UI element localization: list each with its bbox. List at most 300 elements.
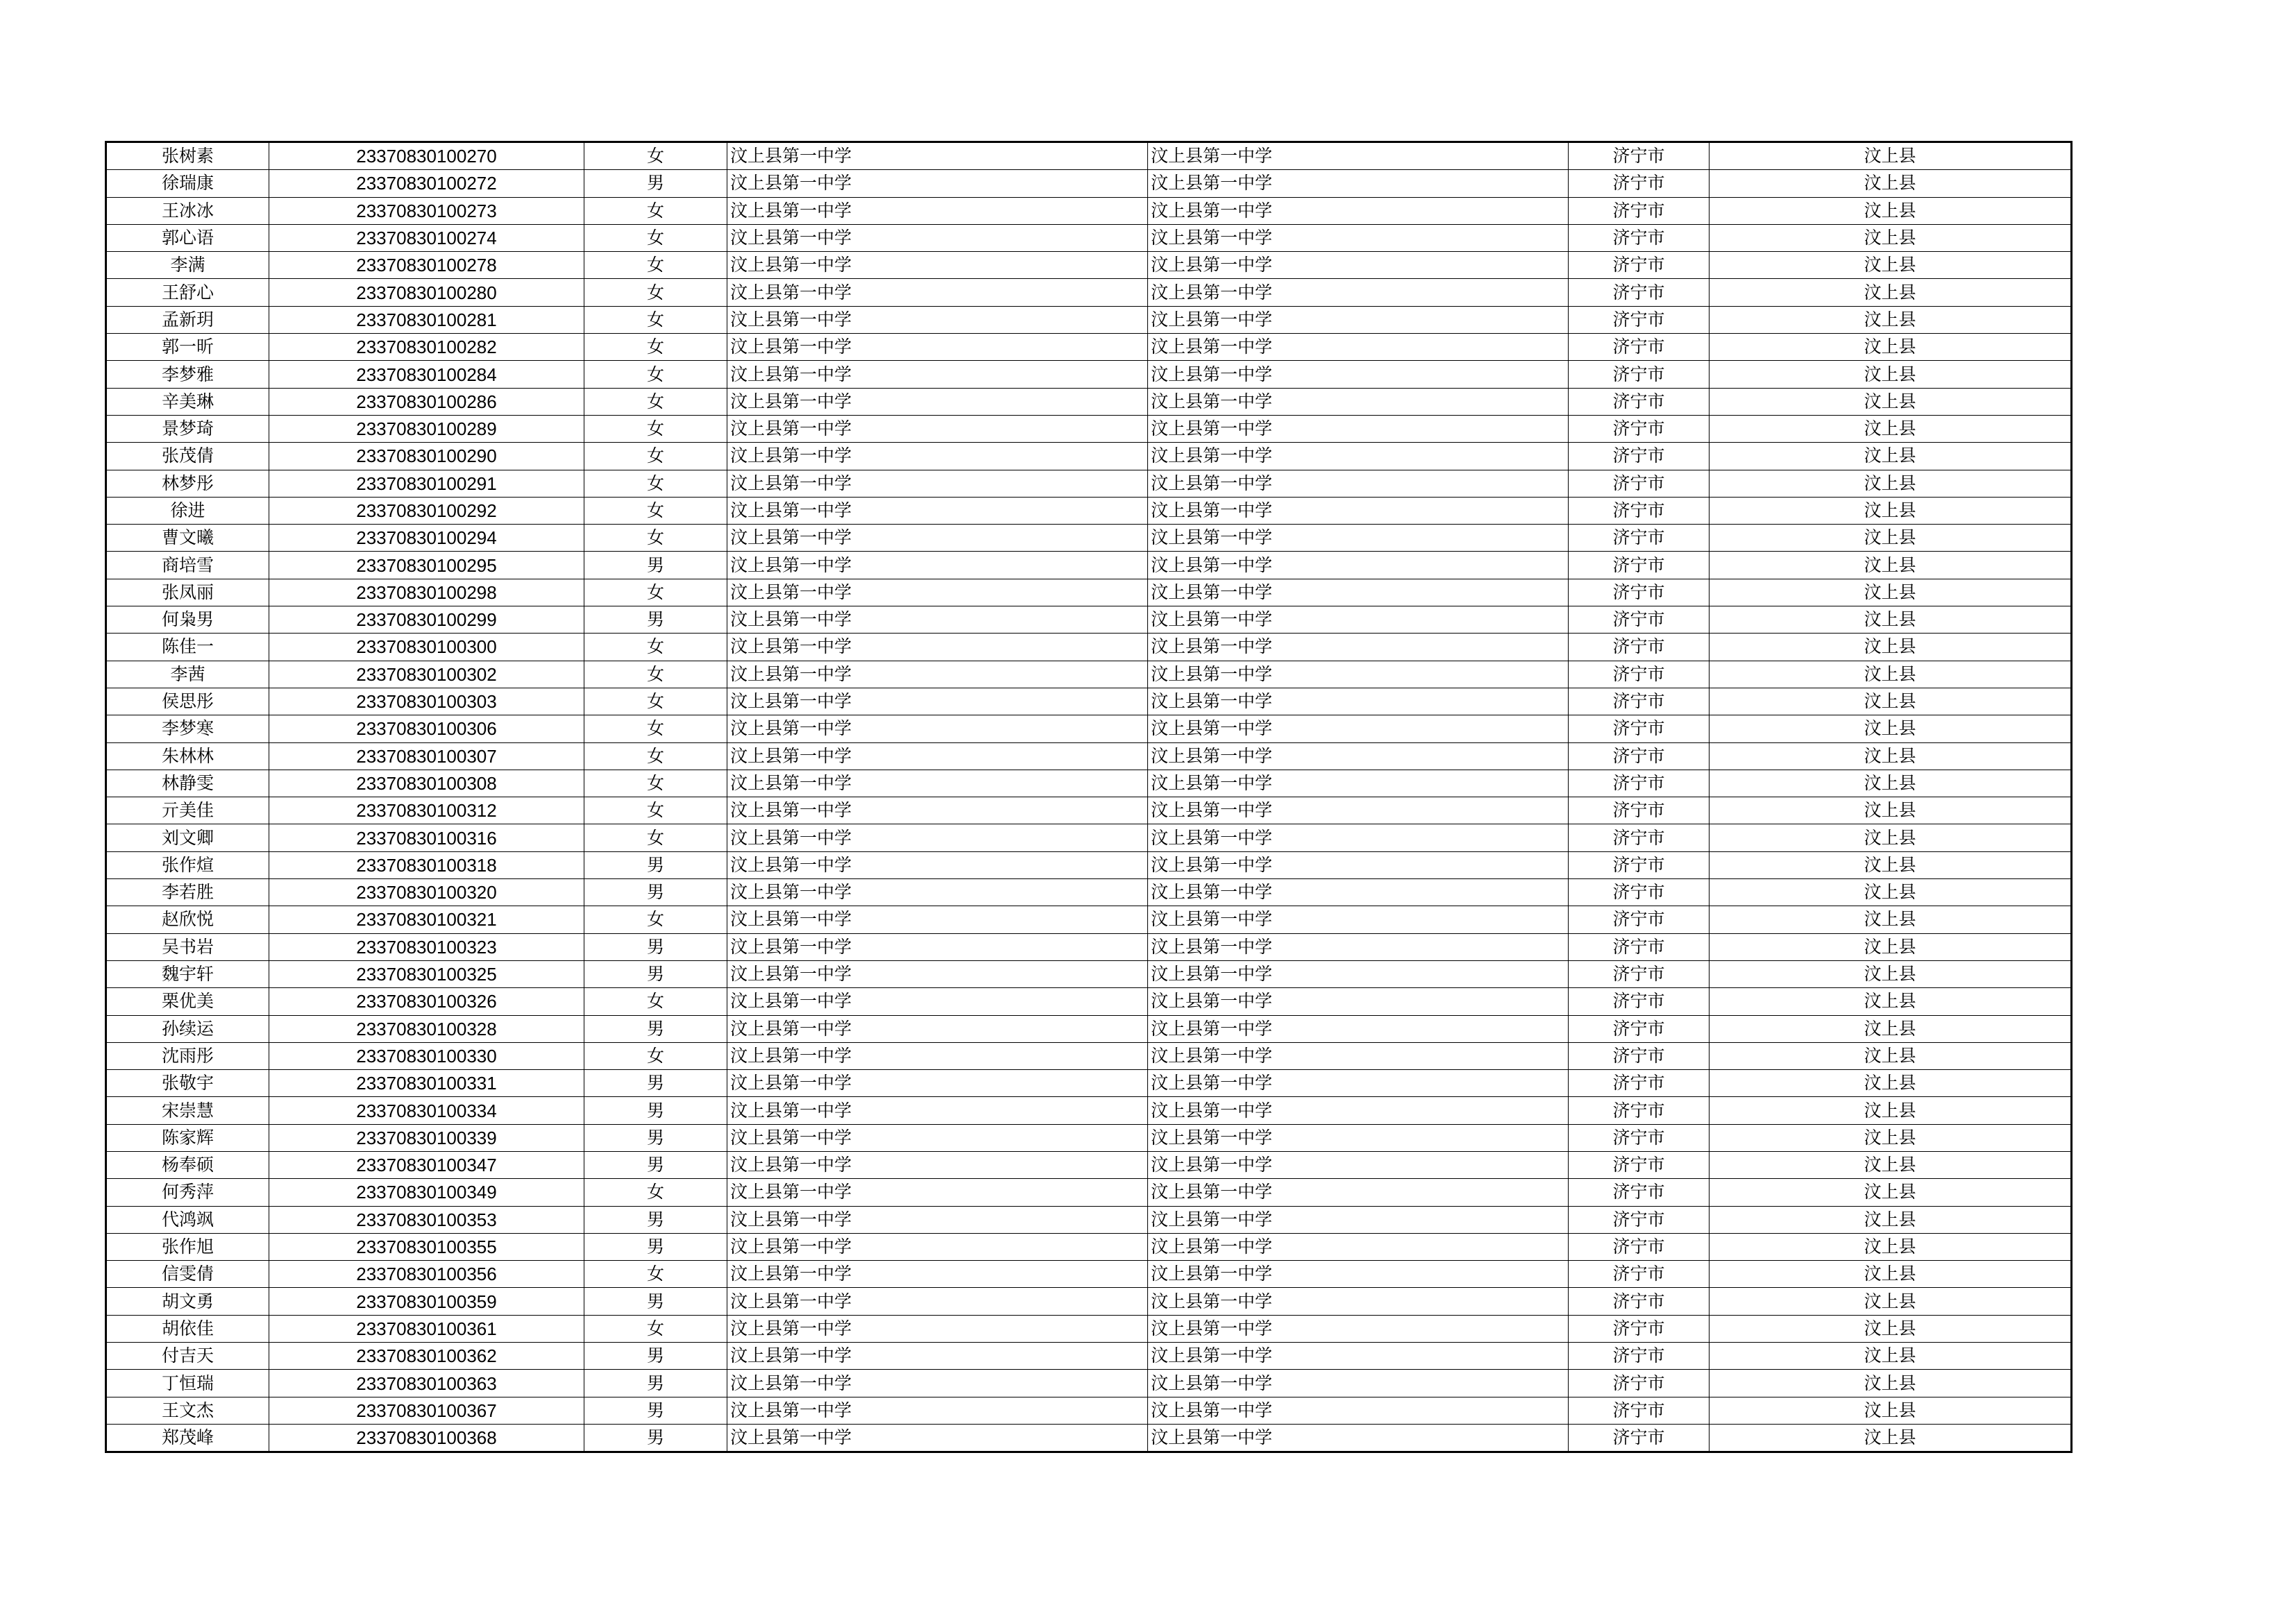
school-cell: 汶上县第一中学 (727, 688, 1148, 715)
city-cell: 济宁市 (1569, 525, 1710, 552)
school-cell: 汶上县第一中学 (727, 388, 1148, 415)
graduate-school-cell: 汶上县第一中学 (1148, 1070, 1569, 1097)
county-cell: 汶上县 (1710, 279, 2072, 306)
exam-number-cell: 23370830100325 (269, 960, 584, 987)
city-cell: 济宁市 (1569, 224, 1710, 251)
table-row (106, 824, 2072, 851)
graduate-school-cell: 汶上县第一中学 (1148, 1397, 1569, 1424)
student-name-cell: 林静雯 (106, 770, 269, 797)
county-cell: 汶上县 (1710, 715, 2072, 742)
exam-number-cell: 23370830100280 (269, 279, 584, 306)
student-name-cell: 代鸿飒 (106, 1206, 269, 1233)
school-cell: 汶上县第一中学 (727, 170, 1148, 197)
table-row (106, 688, 2072, 715)
gender-cell: 男 (584, 1151, 727, 1178)
student-name-cell: 辛美琳 (106, 388, 269, 415)
exam-number-cell: 23370830100290 (269, 443, 584, 470)
table-row (106, 334, 2072, 361)
student-name-cell: 杨奉硕 (106, 1151, 269, 1178)
county-cell: 汶上县 (1710, 661, 2072, 688)
graduate-school-cell: 汶上县第一中学 (1148, 742, 1569, 770)
gender-cell: 女 (584, 579, 727, 606)
city-cell: 济宁市 (1569, 1206, 1710, 1233)
gender-cell: 男 (584, 879, 727, 906)
student-name-cell: 孙续运 (106, 1015, 269, 1042)
gender-cell: 女 (584, 388, 727, 415)
student-name-cell: 亓美佳 (106, 797, 269, 824)
city-cell: 济宁市 (1569, 1124, 1710, 1151)
county-cell: 汶上县 (1710, 906, 2072, 933)
school-cell: 汶上县第一中学 (727, 552, 1148, 579)
student-name-cell: 张作煊 (106, 851, 269, 878)
exam-number-cell: 23370830100323 (269, 933, 584, 960)
city-cell: 济宁市 (1569, 497, 1710, 524)
city-cell: 济宁市 (1569, 470, 1710, 497)
school-cell: 汶上县第一中学 (727, 1042, 1148, 1069)
school-cell: 汶上县第一中学 (727, 1151, 1148, 1178)
county-cell: 汶上县 (1710, 824, 2072, 851)
school-cell: 汶上县第一中学 (727, 661, 1148, 688)
city-cell: 济宁市 (1569, 1370, 1710, 1397)
county-cell: 汶上县 (1710, 1343, 2072, 1370)
table-row (106, 1070, 2072, 1097)
city-cell: 济宁市 (1569, 388, 1710, 415)
student-name-cell: 魏宇轩 (106, 960, 269, 987)
gender-cell: 女 (584, 361, 727, 388)
gender-cell: 男 (584, 1288, 727, 1315)
city-cell: 济宁市 (1569, 415, 1710, 442)
table-row (106, 306, 2072, 333)
student-name-cell: 栗优美 (106, 988, 269, 1015)
table-row (106, 224, 2072, 251)
student-name-cell: 李梦寒 (106, 715, 269, 742)
graduate-school-cell: 汶上县第一中学 (1148, 1015, 1569, 1042)
table-row (106, 197, 2072, 224)
city-cell: 济宁市 (1569, 142, 1710, 170)
exam-number-cell: 23370830100353 (269, 1206, 584, 1233)
student-name-cell: 李梦雅 (106, 361, 269, 388)
gender-cell: 男 (584, 1424, 727, 1452)
exam-number-cell: 23370830100328 (269, 1015, 584, 1042)
graduate-school-cell: 汶上县第一中学 (1148, 525, 1569, 552)
gender-cell: 女 (584, 1179, 727, 1206)
county-cell: 汶上县 (1710, 1288, 2072, 1315)
county-cell: 汶上县 (1710, 1179, 2072, 1206)
gender-cell: 女 (584, 634, 727, 661)
graduate-school-cell: 汶上县第一中学 (1148, 1261, 1569, 1288)
school-cell: 汶上县第一中学 (727, 1206, 1148, 1233)
graduate-school-cell: 汶上县第一中学 (1148, 824, 1569, 851)
gender-cell: 女 (584, 1042, 727, 1069)
county-cell: 汶上县 (1710, 224, 2072, 251)
county-cell: 汶上县 (1710, 1070, 2072, 1097)
city-cell: 济宁市 (1569, 361, 1710, 388)
student-name-cell: 李若胜 (106, 879, 269, 906)
student-name-cell: 胡文勇 (106, 1288, 269, 1315)
table-row (106, 770, 2072, 797)
school-cell: 汶上县第一中学 (727, 279, 1148, 306)
graduate-school-cell: 汶上县第一中学 (1148, 388, 1569, 415)
city-cell: 济宁市 (1569, 1397, 1710, 1424)
county-cell: 汶上县 (1710, 470, 2072, 497)
table-row (106, 1206, 2072, 1233)
county-cell: 汶上县 (1710, 252, 2072, 279)
county-cell: 汶上县 (1710, 388, 2072, 415)
county-cell: 汶上县 (1710, 415, 2072, 442)
table-row (106, 279, 2072, 306)
city-cell: 济宁市 (1569, 1070, 1710, 1097)
gender-cell: 女 (584, 443, 727, 470)
table-row (106, 879, 2072, 906)
school-cell: 汶上县第一中学 (727, 361, 1148, 388)
table-row (106, 1233, 2072, 1260)
exam-number-cell: 23370830100300 (269, 634, 584, 661)
school-cell: 汶上县第一中学 (727, 1288, 1148, 1315)
exam-number-cell: 23370830100349 (269, 1179, 584, 1206)
county-cell: 汶上县 (1710, 1233, 2072, 1260)
gender-cell: 男 (584, 933, 727, 960)
graduate-school-cell: 汶上县第一中学 (1148, 1042, 1569, 1069)
graduate-school-cell: 汶上县第一中学 (1148, 279, 1569, 306)
county-cell: 汶上县 (1710, 552, 2072, 579)
exam-number-cell: 23370830100306 (269, 715, 584, 742)
table-row (106, 960, 2072, 987)
city-cell: 济宁市 (1569, 197, 1710, 224)
graduate-school-cell: 汶上县第一中学 (1148, 770, 1569, 797)
gender-cell: 男 (584, 960, 727, 987)
city-cell: 济宁市 (1569, 824, 1710, 851)
graduate-school-cell: 汶上县第一中学 (1148, 470, 1569, 497)
table-row (106, 252, 2072, 279)
table-row (106, 470, 2072, 497)
graduate-school-cell: 汶上县第一中学 (1148, 661, 1569, 688)
graduate-school-cell: 汶上县第一中学 (1148, 197, 1569, 224)
table-body (106, 142, 2072, 1452)
graduate-school-cell: 汶上县第一中学 (1148, 960, 1569, 987)
graduate-school-cell: 汶上县第一中学 (1148, 334, 1569, 361)
school-cell: 汶上县第一中学 (727, 1070, 1148, 1097)
exam-number-cell: 23370830100363 (269, 1370, 584, 1397)
gender-cell: 男 (584, 1124, 727, 1151)
school-cell: 汶上县第一中学 (727, 334, 1148, 361)
gender-cell: 女 (584, 715, 727, 742)
city-cell: 济宁市 (1569, 279, 1710, 306)
graduate-school-cell: 汶上县第一中学 (1148, 415, 1569, 442)
graduate-school-cell: 汶上县第一中学 (1148, 1124, 1569, 1151)
exam-number-cell: 23370830100292 (269, 497, 584, 524)
table-row (106, 361, 2072, 388)
county-cell: 汶上县 (1710, 1097, 2072, 1124)
table-row (106, 1042, 2072, 1069)
school-cell: 汶上县第一中学 (727, 443, 1148, 470)
exam-number-cell: 23370830100367 (269, 1397, 584, 1424)
school-cell: 汶上县第一中学 (727, 606, 1148, 634)
table-row (106, 933, 2072, 960)
gender-cell: 男 (584, 1343, 727, 1370)
table-row (106, 1124, 2072, 1151)
city-cell: 济宁市 (1569, 1261, 1710, 1288)
gender-cell: 女 (584, 470, 727, 497)
county-cell: 汶上县 (1710, 797, 2072, 824)
gender-cell: 女 (584, 688, 727, 715)
exam-number-cell: 23370830100286 (269, 388, 584, 415)
city-cell: 济宁市 (1569, 879, 1710, 906)
student-name-cell: 孟新玥 (106, 306, 269, 333)
table-row (106, 1097, 2072, 1124)
city-cell: 济宁市 (1569, 1233, 1710, 1260)
graduate-school-cell: 汶上县第一中学 (1148, 1343, 1569, 1370)
graduate-school-cell: 汶上县第一中学 (1148, 142, 1569, 170)
county-cell: 汶上县 (1710, 1124, 2072, 1151)
county-cell: 汶上县 (1710, 634, 2072, 661)
county-cell: 汶上县 (1710, 1370, 2072, 1397)
student-name-cell: 王冰冰 (106, 197, 269, 224)
student-name-cell: 徐瑞康 (106, 170, 269, 197)
graduate-school-cell: 汶上县第一中学 (1148, 1151, 1569, 1178)
school-cell: 汶上县第一中学 (727, 1015, 1148, 1042)
student-name-cell: 陈家辉 (106, 1124, 269, 1151)
city-cell: 济宁市 (1569, 306, 1710, 333)
exam-number-cell: 23370830100307 (269, 742, 584, 770)
table-row (106, 1343, 2072, 1370)
table-row (106, 1261, 2072, 1288)
school-cell: 汶上县第一中学 (727, 470, 1148, 497)
exam-number-cell: 23370830100272 (269, 170, 584, 197)
table-row (106, 497, 2072, 524)
city-cell: 济宁市 (1569, 960, 1710, 987)
exam-number-cell: 23370830100284 (269, 361, 584, 388)
city-cell: 济宁市 (1569, 1179, 1710, 1206)
table-row (106, 1151, 2072, 1178)
table-row (106, 525, 2072, 552)
exam-number-cell: 23370830100312 (269, 797, 584, 824)
school-cell: 汶上县第一中学 (727, 1370, 1148, 1397)
graduate-school-cell: 汶上县第一中学 (1148, 1179, 1569, 1206)
gender-cell: 女 (584, 770, 727, 797)
gender-cell: 女 (584, 279, 727, 306)
exam-number-cell: 23370830100298 (269, 579, 584, 606)
exam-number-cell: 23370830100330 (269, 1042, 584, 1069)
county-cell: 汶上县 (1710, 1315, 2072, 1342)
student-name-cell: 张茂倩 (106, 443, 269, 470)
county-cell: 汶上县 (1710, 1424, 2072, 1452)
city-cell: 济宁市 (1569, 579, 1710, 606)
student-name-cell: 王舒心 (106, 279, 269, 306)
graduate-school-cell: 汶上县第一中学 (1148, 1370, 1569, 1397)
county-cell: 汶上县 (1710, 170, 2072, 197)
school-cell: 汶上县第一中学 (727, 824, 1148, 851)
gender-cell: 女 (584, 525, 727, 552)
city-cell: 济宁市 (1569, 1315, 1710, 1342)
city-cell: 济宁市 (1569, 715, 1710, 742)
gender-cell: 女 (584, 497, 727, 524)
graduate-school-cell: 汶上县第一中学 (1148, 715, 1569, 742)
table-row (106, 579, 2072, 606)
school-cell: 汶上县第一中学 (727, 1233, 1148, 1260)
table-row (106, 443, 2072, 470)
student-name-cell: 景梦琦 (106, 415, 269, 442)
gender-cell: 男 (584, 170, 727, 197)
city-cell: 济宁市 (1569, 1151, 1710, 1178)
city-cell: 济宁市 (1569, 634, 1710, 661)
student-name-cell: 张凤丽 (106, 579, 269, 606)
county-cell: 汶上县 (1710, 742, 2072, 770)
student-name-cell: 胡依佳 (106, 1315, 269, 1342)
exam-number-cell: 23370830100318 (269, 851, 584, 878)
gender-cell: 男 (584, 552, 727, 579)
exam-number-cell: 23370830100273 (269, 197, 584, 224)
school-cell: 汶上县第一中学 (727, 1261, 1148, 1288)
gender-cell: 女 (584, 742, 727, 770)
student-name-cell: 林梦彤 (106, 470, 269, 497)
graduate-school-cell: 汶上县第一中学 (1148, 1288, 1569, 1315)
graduate-school-cell: 汶上县第一中学 (1148, 1424, 1569, 1452)
school-cell: 汶上县第一中学 (727, 1179, 1148, 1206)
county-cell: 汶上县 (1710, 1397, 2072, 1424)
gender-cell: 女 (584, 142, 727, 170)
school-cell: 汶上县第一中学 (727, 933, 1148, 960)
student-name-cell: 沈雨彤 (106, 1042, 269, 1069)
exam-number-cell: 23370830100270 (269, 142, 584, 170)
school-cell: 汶上县第一中学 (727, 906, 1148, 933)
graduate-school-cell: 汶上县第一中学 (1148, 933, 1569, 960)
student-name-cell: 陈佳一 (106, 634, 269, 661)
exam-number-cell: 23370830100368 (269, 1424, 584, 1452)
table-row (106, 634, 2072, 661)
gender-cell: 男 (584, 606, 727, 634)
county-cell: 汶上县 (1710, 334, 2072, 361)
exam-number-cell: 23370830100320 (269, 879, 584, 906)
city-cell: 济宁市 (1569, 1015, 1710, 1042)
city-cell: 济宁市 (1569, 1288, 1710, 1315)
school-cell: 汶上县第一中学 (727, 770, 1148, 797)
exam-number-cell: 23370830100339 (269, 1124, 584, 1151)
exam-number-cell: 23370830100281 (269, 306, 584, 333)
gender-cell: 男 (584, 1097, 727, 1124)
school-cell: 汶上县第一中学 (727, 306, 1148, 333)
county-cell: 汶上县 (1710, 851, 2072, 878)
gender-cell: 女 (584, 224, 727, 251)
county-cell: 汶上县 (1710, 142, 2072, 170)
city-cell: 济宁市 (1569, 170, 1710, 197)
student-name-cell: 何秀萍 (106, 1179, 269, 1206)
county-cell: 汶上县 (1710, 497, 2072, 524)
student-name-cell: 张敬宇 (106, 1070, 269, 1097)
exam-number-cell: 23370830100361 (269, 1315, 584, 1342)
student-name-cell: 徐进 (106, 497, 269, 524)
county-cell: 汶上县 (1710, 688, 2072, 715)
county-cell: 汶上县 (1710, 770, 2072, 797)
table-row (106, 142, 2072, 170)
student-name-cell: 宋崇慧 (106, 1097, 269, 1124)
school-cell: 汶上县第一中学 (727, 497, 1148, 524)
school-cell: 汶上县第一中学 (727, 224, 1148, 251)
city-cell: 济宁市 (1569, 252, 1710, 279)
graduate-school-cell: 汶上县第一中学 (1148, 252, 1569, 279)
table-row (106, 552, 2072, 579)
table-row (106, 1370, 2072, 1397)
table-row (106, 606, 2072, 634)
graduate-school-cell: 汶上县第一中学 (1148, 688, 1569, 715)
table-row (106, 170, 2072, 197)
city-cell: 济宁市 (1569, 334, 1710, 361)
exam-number-cell: 23370830100295 (269, 552, 584, 579)
school-cell: 汶上县第一中学 (727, 960, 1148, 987)
graduate-school-cell: 汶上县第一中学 (1148, 170, 1569, 197)
gender-cell: 女 (584, 824, 727, 851)
table-row (106, 851, 2072, 878)
table-row (106, 388, 2072, 415)
exam-number-cell: 23370830100316 (269, 824, 584, 851)
table-row (106, 742, 2072, 770)
graduate-school-cell: 汶上县第一中学 (1148, 497, 1569, 524)
exam-number-cell: 23370830100282 (269, 334, 584, 361)
student-name-cell: 王文杰 (106, 1397, 269, 1424)
graduate-school-cell: 汶上县第一中学 (1148, 906, 1569, 933)
exam-number-cell: 23370830100359 (269, 1288, 584, 1315)
exam-number-cell: 23370830100334 (269, 1097, 584, 1124)
county-cell: 汶上县 (1710, 960, 2072, 987)
student-list-table (105, 141, 2073, 1453)
student-name-cell: 信雯倩 (106, 1261, 269, 1288)
county-cell: 汶上县 (1710, 525, 2072, 552)
exam-number-cell: 23370830100303 (269, 688, 584, 715)
gender-cell: 男 (584, 1370, 727, 1397)
table-row (106, 1179, 2072, 1206)
school-cell: 汶上县第一中学 (727, 252, 1148, 279)
exam-number-cell: 23370830100308 (269, 770, 584, 797)
school-cell: 汶上县第一中学 (727, 142, 1148, 170)
student-name-cell: 付吉天 (106, 1343, 269, 1370)
gender-cell: 女 (584, 797, 727, 824)
school-cell: 汶上县第一中学 (727, 797, 1148, 824)
gender-cell: 男 (584, 1070, 727, 1097)
gender-cell: 女 (584, 415, 727, 442)
gender-cell: 女 (584, 906, 727, 933)
county-cell: 汶上县 (1710, 306, 2072, 333)
graduate-school-cell: 汶上县第一中学 (1148, 443, 1569, 470)
gender-cell: 男 (584, 1233, 727, 1260)
graduate-school-cell: 汶上县第一中学 (1148, 851, 1569, 878)
gender-cell: 女 (584, 661, 727, 688)
city-cell: 济宁市 (1569, 1424, 1710, 1452)
school-cell: 汶上县第一中学 (727, 1424, 1148, 1452)
graduate-school-cell: 汶上县第一中学 (1148, 634, 1569, 661)
county-cell: 汶上县 (1710, 443, 2072, 470)
city-cell: 济宁市 (1569, 1097, 1710, 1124)
city-cell: 济宁市 (1569, 988, 1710, 1015)
school-cell: 汶上县第一中学 (727, 525, 1148, 552)
gender-cell: 女 (584, 306, 727, 333)
city-cell: 济宁市 (1569, 797, 1710, 824)
county-cell: 汶上县 (1710, 197, 2072, 224)
student-name-cell: 张树素 (106, 142, 269, 170)
city-cell: 济宁市 (1569, 906, 1710, 933)
city-cell: 济宁市 (1569, 933, 1710, 960)
exam-number-cell: 23370830100356 (269, 1261, 584, 1288)
city-cell: 济宁市 (1569, 742, 1710, 770)
exam-number-cell: 23370830100331 (269, 1070, 584, 1097)
city-cell: 济宁市 (1569, 661, 1710, 688)
student-name-cell: 郭一昕 (106, 334, 269, 361)
student-name-cell: 曹文曦 (106, 525, 269, 552)
student-name-cell: 何枭男 (106, 606, 269, 634)
school-cell: 汶上县第一中学 (727, 634, 1148, 661)
gender-cell: 男 (584, 1015, 727, 1042)
gender-cell: 女 (584, 252, 727, 279)
exam-number-cell: 23370830100291 (269, 470, 584, 497)
exam-number-cell: 23370830100294 (269, 525, 584, 552)
